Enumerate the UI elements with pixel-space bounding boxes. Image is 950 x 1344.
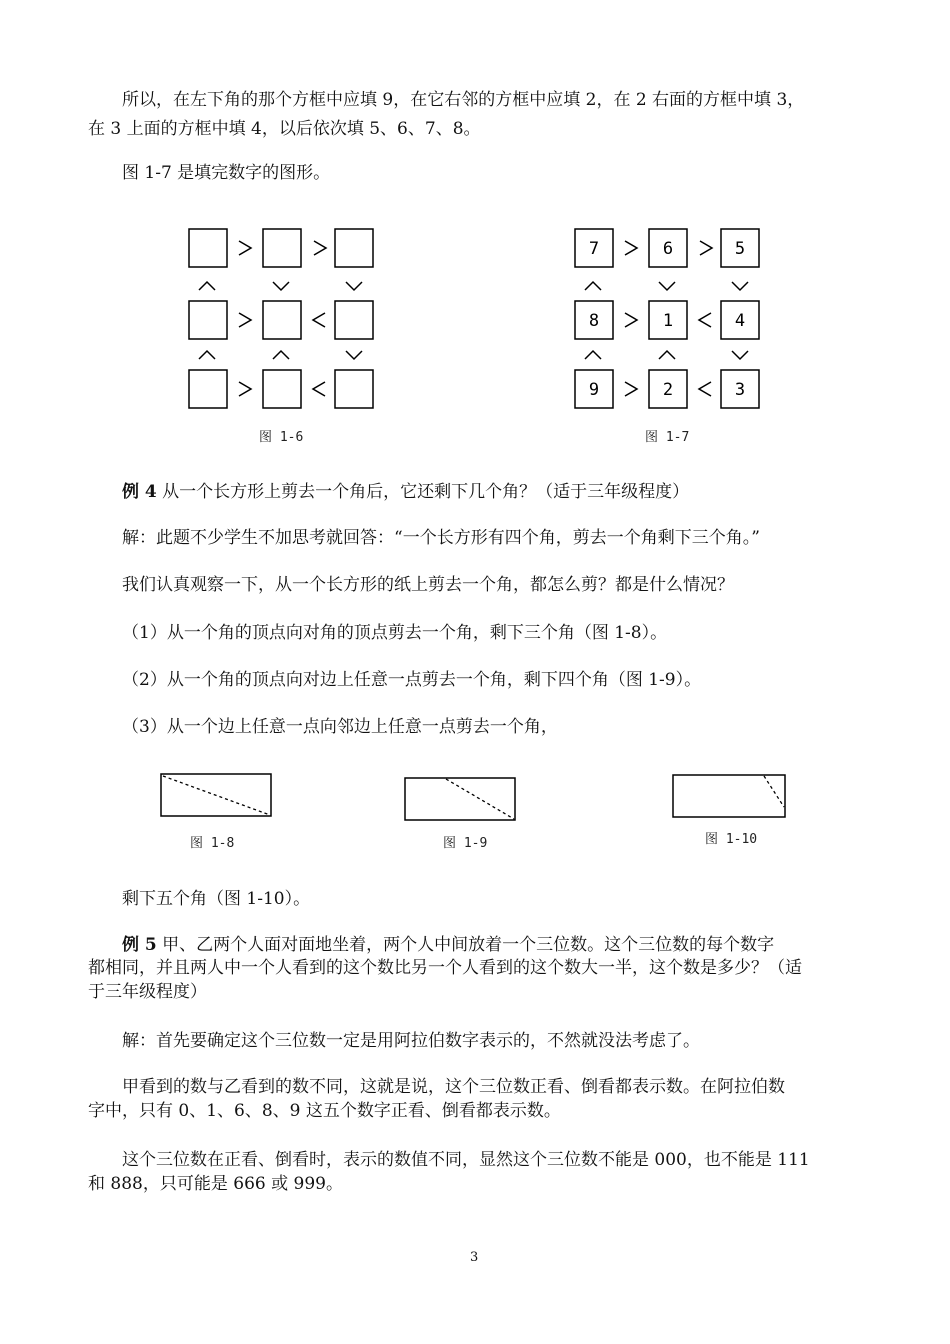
paragraph-line: 解：此题不少学生不加思考就回答：“一个长方形有四个角，剪去一个角剩下三个角。” — [122, 528, 760, 548]
figure-caption: 图 1-7 — [645, 430, 690, 445]
paragraph-line: 这个三位数在正看、倒看时，表示的数值不同，显然这个三位数不能是 000，也不能是 111 — [122, 1150, 810, 1170]
paragraph-line: 解：首先要确定这个三位数一定是用阿拉伯数字表示的，不然就没法考虑了。 — [122, 1031, 700, 1051]
figure-1-7 — [566, 220, 766, 410]
figure-caption: 图 1-10 — [705, 832, 758, 847]
paragraph-line: 在 3 上面的方框中填 4，以后依次填 5、6、7、8。 — [88, 119, 481, 139]
figure-caption: 图 1-9 — [443, 836, 488, 851]
page-number: 3 — [470, 1250, 479, 1265]
example-text: 甲、乙两个人面对面地坐着，两个人中间放着一个三位数。这个三位数的每个数字 — [156, 935, 775, 955]
figure-1-10 — [672, 774, 788, 820]
example-text: 从一个长方形上剪去一个角后，它还剩下几个角？（适于三年级程度） — [156, 482, 690, 502]
grid-number: 9 — [588, 380, 600, 400]
paragraph-line: 剩下五个角（图 1-10）。 — [122, 889, 311, 909]
paragraph-line: （3）从一个边上任意一点向邻边上任意一点剪去一个角， — [122, 717, 558, 737]
grid-number: 2 — [662, 380, 674, 400]
grid-number: 5 — [734, 239, 746, 259]
grid-number: 6 — [662, 239, 674, 259]
paragraph-line: 甲看到的数与乙看到的数不同，这就是说，这个三位数正看、倒看都表示数。在阿拉伯数 — [122, 1077, 785, 1097]
paragraph-line: 和 888，只可能是 666 或 999。 — [88, 1174, 343, 1194]
paragraph-line: 于三年级程度） — [88, 982, 207, 1002]
grid-number: 1 — [662, 311, 674, 331]
grid-number: 7 — [588, 239, 600, 259]
figure-1-6 — [180, 220, 380, 410]
paragraph-line: 都相同，并且两人中一个人看到的这个数比另一个人看到的这个数大一半，这个数是多少？（适 — [88, 958, 802, 978]
paragraph-line: 我们认真观察一下，从一个长方形的纸上剪去一个角，都怎么剪？都是什么情况？ — [122, 575, 734, 595]
grid-number: 4 — [734, 311, 746, 331]
paragraph-line: 所以，在左下角的那个方框中应填 9，在它右邻的方框中应填 2，在 2 右面的方框中填 3， — [122, 90, 805, 110]
paragraph-line: （1）从一个角的顶点向对角的顶点剪去一个角，剩下三个角（图 1-8）。 — [122, 623, 668, 643]
paragraph-line: 字中，只有 0、1、6、8、9 这五个数字正看、倒看都表示数。 — [88, 1101, 561, 1121]
paragraph-line: （2）从一个角的顶点向对边上任意一点剪去一个角，剩下四个角（图 1-9）。 — [122, 670, 702, 690]
example-5 — [122, 934, 774, 956]
grid-number: 8 — [588, 311, 600, 331]
grid-number: 3 — [734, 380, 746, 400]
figure-caption: 图 1-6 — [259, 430, 304, 445]
figure-1-8 — [160, 773, 274, 819]
example-label: 例 5 — [122, 935, 157, 955]
figure-1-9 — [404, 777, 518, 823]
figure-caption: 图 1-8 — [190, 836, 235, 851]
paragraph-line: 图 1-7 是填完数字的图形。 — [122, 163, 331, 183]
example-label: 例 4 — [122, 482, 157, 502]
example-4 — [122, 481, 689, 503]
